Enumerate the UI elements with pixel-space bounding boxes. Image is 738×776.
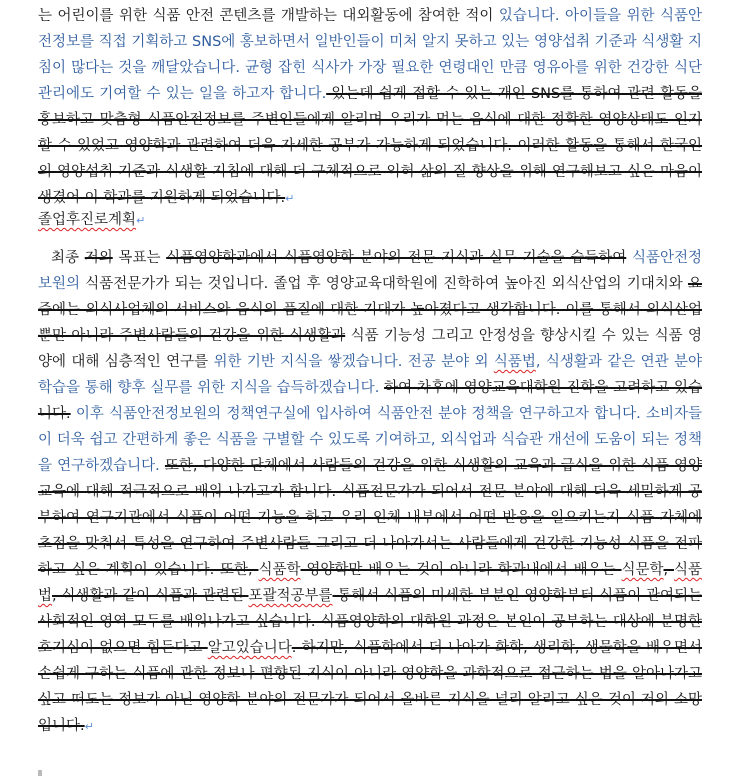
text-run: 목표는	[112, 250, 167, 266]
text-run: 식품안전정보원의	[38, 250, 702, 292]
text-run: 저의	[84, 250, 113, 266]
text-run: 알고있습니다	[207, 640, 292, 656]
text-run: 식품 기능성 그리고 안정성을 향상시킬 수 있는 식품 영양에 대해 심층적인 연구를	[38, 328, 703, 370]
text-run: . 하지만, 식품학에서 더 나아가 화학, 생리학, 생물학을 배우면서 손쉽게 구하는 식품에 관한 정보나 편향된 지식이 아니라 영양학을 과학적으로 접근하는 법을 알아나가고 싶고 떠도는 정보가 아닌 영양학 분야의 전문가가 되어서 올바른 지식을 널리 알리고 싶은 것이 저의 소망입니다.	[38, 640, 703, 734]
text-run: 영양학만 배우는 것이 아니라 학과내에서 배우는	[300, 562, 622, 578]
text-run: 이후 식품안전정보원의 정책연구실에 입사하여 식품안전 분야 정책을 연구하고자 합니다. 소비자들이 더욱 쉽고 간편하게 좋은 식품을 구별할 수 있도록 기여하고, 외식업과 식습관 개선에 도움이 되는 정책을 연구하겠습니다.	[38, 406, 702, 474]
text-run: 있습니다. 아이들을 위한 식품안전정보를 직접 기획하고 SNS에 홍보하면서 일반인들이 미처 알지 못하고 있는 영양섭취 기준과 식생활 지침이 많다는 것을 깨달았습니다. 균형 잡힌 식사가 가장 필요한 연령대인 만큼 영유아를 위한 건강한 식단 관리에도 기여할 수 있는 일을 하고자 합니다.	[38, 8, 702, 102]
text-run: 하여 차후에 영양교육대학원 진학을 고려하고 있습니다.	[38, 380, 702, 422]
text-run: , 식생활과 같은 연관 분야 학습을 통해 향후 실무를 위한 지식을 습득하겠습니다.	[38, 354, 702, 396]
text-run: 있는데 쉽게 접할 수 있는 개인 SNS를 통하여 관련 활동을 홍보하고 맞춤형 식품안전정보를 주변인들에게 알리며 우리가 먹는 음식에 대한 정확한 영양상태도 인지할 수 있었고 영양학과 관련하여 더욱 자세한 공부가 가능하게 되었습니다. 이러한 활동을 통해서 한국인의 영양섭취 기준과 식생활 지침에 대해 더 구체적으로 익혀 삶의 질 향상을 위해 연구해보고 싶은 마음이 생겼어 이 학과를 지원하게 되었습니다.	[38, 86, 702, 206]
paragraph-mark-icon: ↵	[285, 192, 295, 205]
text-run: 통해서 식품의 미세한 부분인 영양학부터 식품이 관여되는 사회적인 영역 모두를 배워나가고 싶습니다. 식품영양학의 대학원 과정은 본인이 공부하는 대상에 분명한 호기심이 없으면 힘든다고	[38, 588, 702, 656]
text-run: 최종	[51, 250, 85, 266]
text-run: 요즘에는 외식사업체의 서비스와 음식의 품질에 대한 기대가 높아졌다고 생각합니다. 이를 통해서 외식산업 뿐만 아니라 주변사람들의 건강을 위한 식생활과	[38, 276, 702, 344]
text-run: 또한, 다양한 단체에서 사람들의 건강을 위한 식생활의 교육과 급식을 위한 식품 영양 교육에 대해 적극적으로 배워 나가고자 합니다. 식품전문가가 되어서 전문 분야에 대해 더욱 세밀하게 공부하여 연구기관에서 식품이 어떤 기능을 하고 우리 인체 내부에서 어떤 반응을 일으키는지 식품 자체에 초점을 맞춰서 특성을 연구하여 주변사람들 그리고 더 나아가서는 사람들에게 건강한 기능성 식품을 전파하고 싶은 계획이 있습니다. 또한,	[38, 458, 703, 578]
text-run: ,	[663, 562, 674, 578]
text-run: 식품학	[258, 562, 301, 578]
text-run: 포괄적공부를	[248, 588, 333, 604]
paragraph-career-plan	[38, 245, 702, 740]
text-run: 식품전문가가 되는 것입니다. 졸업 후 영양교육대학원에 진학하여 높아진 외식산업의 기대치와	[80, 276, 688, 292]
text-run: 식문학	[621, 562, 664, 578]
paragraph-motivation	[38, 3, 702, 212]
text-run: 식품영양학과에서 식품영양학 분야의 전문 지식과 실무 기술을 습득하여	[166, 250, 627, 266]
heading-text: 졸업후진로계획	[38, 212, 137, 228]
text-run: 는 어린이를 위한 식품 안전 콘텐츠를 개발하는 대외활동에 참여한 적이	[38, 8, 499, 24]
paragraph-mark-icon: ↵	[136, 214, 146, 227]
text-run: , 식생활과 같이 식품과 관련된	[52, 588, 249, 604]
cursor-fragment	[38, 770, 42, 776]
text-run: 위한 기반 지식을 쌓겠습니다. 전공 분야 외	[213, 354, 494, 370]
section-heading	[38, 207, 145, 234]
paragraph-mark-icon: ↵	[84, 720, 94, 733]
text-run: 식품법	[493, 354, 536, 370]
text-run: 식품법	[38, 562, 702, 604]
